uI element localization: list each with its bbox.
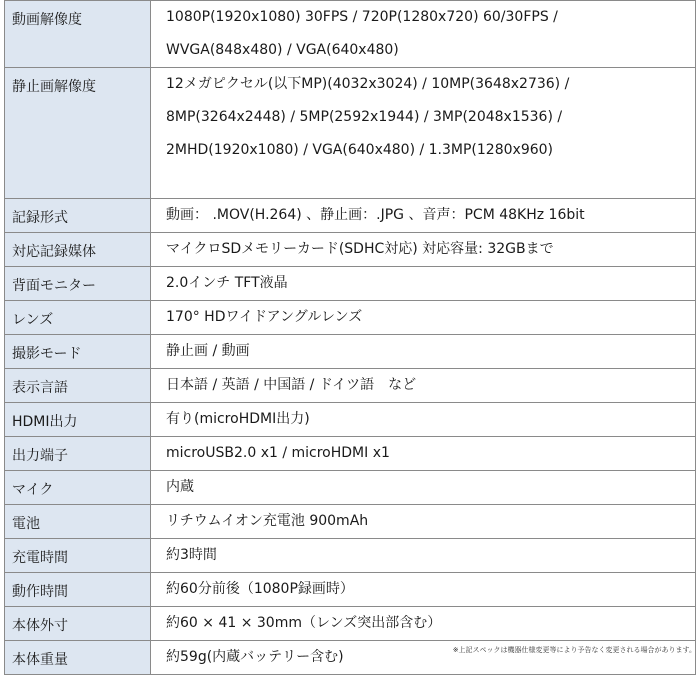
spec-value-line: 1080P(1920x1080) 30FPS / 720P(1280x720) 60/30FPS / [166,9,558,25]
spec-value-line: 日本語 / 英語 / 中国語 / ドイツ語 など [166,377,417,393]
spec-label: 動画解像度 [5,1,151,68]
spec-row-battery [5,505,696,539]
spec-label: レンズ [5,301,151,335]
spec-value-line: リチウムイオン充電池 900mAh [166,513,369,529]
spec-label: 電池 [5,505,151,539]
spec-row-display-language [5,369,696,403]
spec-label: マイク [5,471,151,505]
spec-value-line: 内蔵 [166,479,194,495]
spec-row-recording-format [5,199,696,233]
spec-label: 記録形式 [5,199,151,233]
spec-value [151,199,696,233]
spec-label: 動作時間 [5,573,151,607]
spec-label: 充電時間 [5,539,151,573]
spec-row-hdmi-output [5,403,696,437]
spec-label: 表示言語 [5,369,151,403]
spec-value-line: マイクロSDメモリーカード(SDHC対応) 対応容量: 32GBまで [166,241,554,257]
spec-value-line: 静止画 / 動画 [166,343,250,359]
spec-value [151,267,696,301]
spec-value-line: WVGA(848x480) / VGA(640x480) [166,42,399,58]
spec-row-charging-time [5,539,696,573]
spec-value-line: 2.0インチ TFT液晶 [166,275,288,291]
spec-value [151,1,696,68]
spec-label: 出力端子 [5,437,151,471]
spec-value [151,369,696,403]
spec-value-line: 約3時間 [166,547,217,563]
spec-value-line: 12メガピクセル(以下MP)(4032x3024) / 10MP(3648x2736) / [166,76,570,92]
spec-value [151,505,696,539]
spec-value-line: 約60分前後（1080P録画時） [166,581,354,597]
spec-label: 対応記録媒体 [5,233,151,267]
spec-label: 撮影モード [5,335,151,369]
spec-value [151,335,696,369]
spec-row-rear-monitor [5,267,696,301]
spec-row-dimensions [5,607,696,641]
spec-label: HDMI出力 [5,403,151,437]
spec-value [151,573,696,607]
spec-disclaimer-note: ※上記スペックは機器仕様変更等により予告なく変更される場合があります。 [452,646,696,654]
spec-label: 本体外寸 [5,607,151,641]
spec-value-line: 2MHD(1920x1080) / VGA(640x480) / 1.3MP(1280x960) [166,142,553,158]
spec-value-line: microUSB2.0 x1 / microHDMI x1 [166,445,390,461]
spec-value-line: 約60 × 41 × 30mm（レンズ突出部含む） [166,615,442,631]
spec-value-line: 有り(microHDMI出力) [166,411,310,427]
spec-value [151,301,696,335]
spec-value-line: 8MP(3264x2448) / 5MP(2592x1944) / 3MP(2048x1536) / [166,109,563,125]
spec-label: 本体重量 [5,641,151,675]
spec-table-body [5,1,696,675]
spec-row-operating-time [5,573,696,607]
spec-row-microphone [5,471,696,505]
spec-value-line: 約59g(内蔵バッテリー含む) [166,649,344,665]
spec-value [151,607,696,641]
spec-value [151,539,696,573]
spec-value [151,233,696,267]
spec-row-still-resolution [5,68,696,199]
spec-row-shooting-mode [5,335,696,369]
spec-value-line: 動画： .MOV(H.264) 、静止画：.JPG 、音声：PCM 48KHz 16bit [166,207,585,223]
spec-value [151,471,696,505]
spec-table [4,0,696,675]
spec-row-lens [5,301,696,335]
spec-label: 静止画解像度 [5,68,151,199]
spec-value [151,403,696,437]
spec-value [151,68,696,199]
spec-row-output-ports [5,437,696,471]
spec-value-line: 170° HDワイドアングルレンズ [166,309,363,325]
spec-label: 背面モニター [5,267,151,301]
spec-row-video-resolution [5,1,696,68]
spec-value [151,437,696,471]
spec-row-recording-media [5,233,696,267]
